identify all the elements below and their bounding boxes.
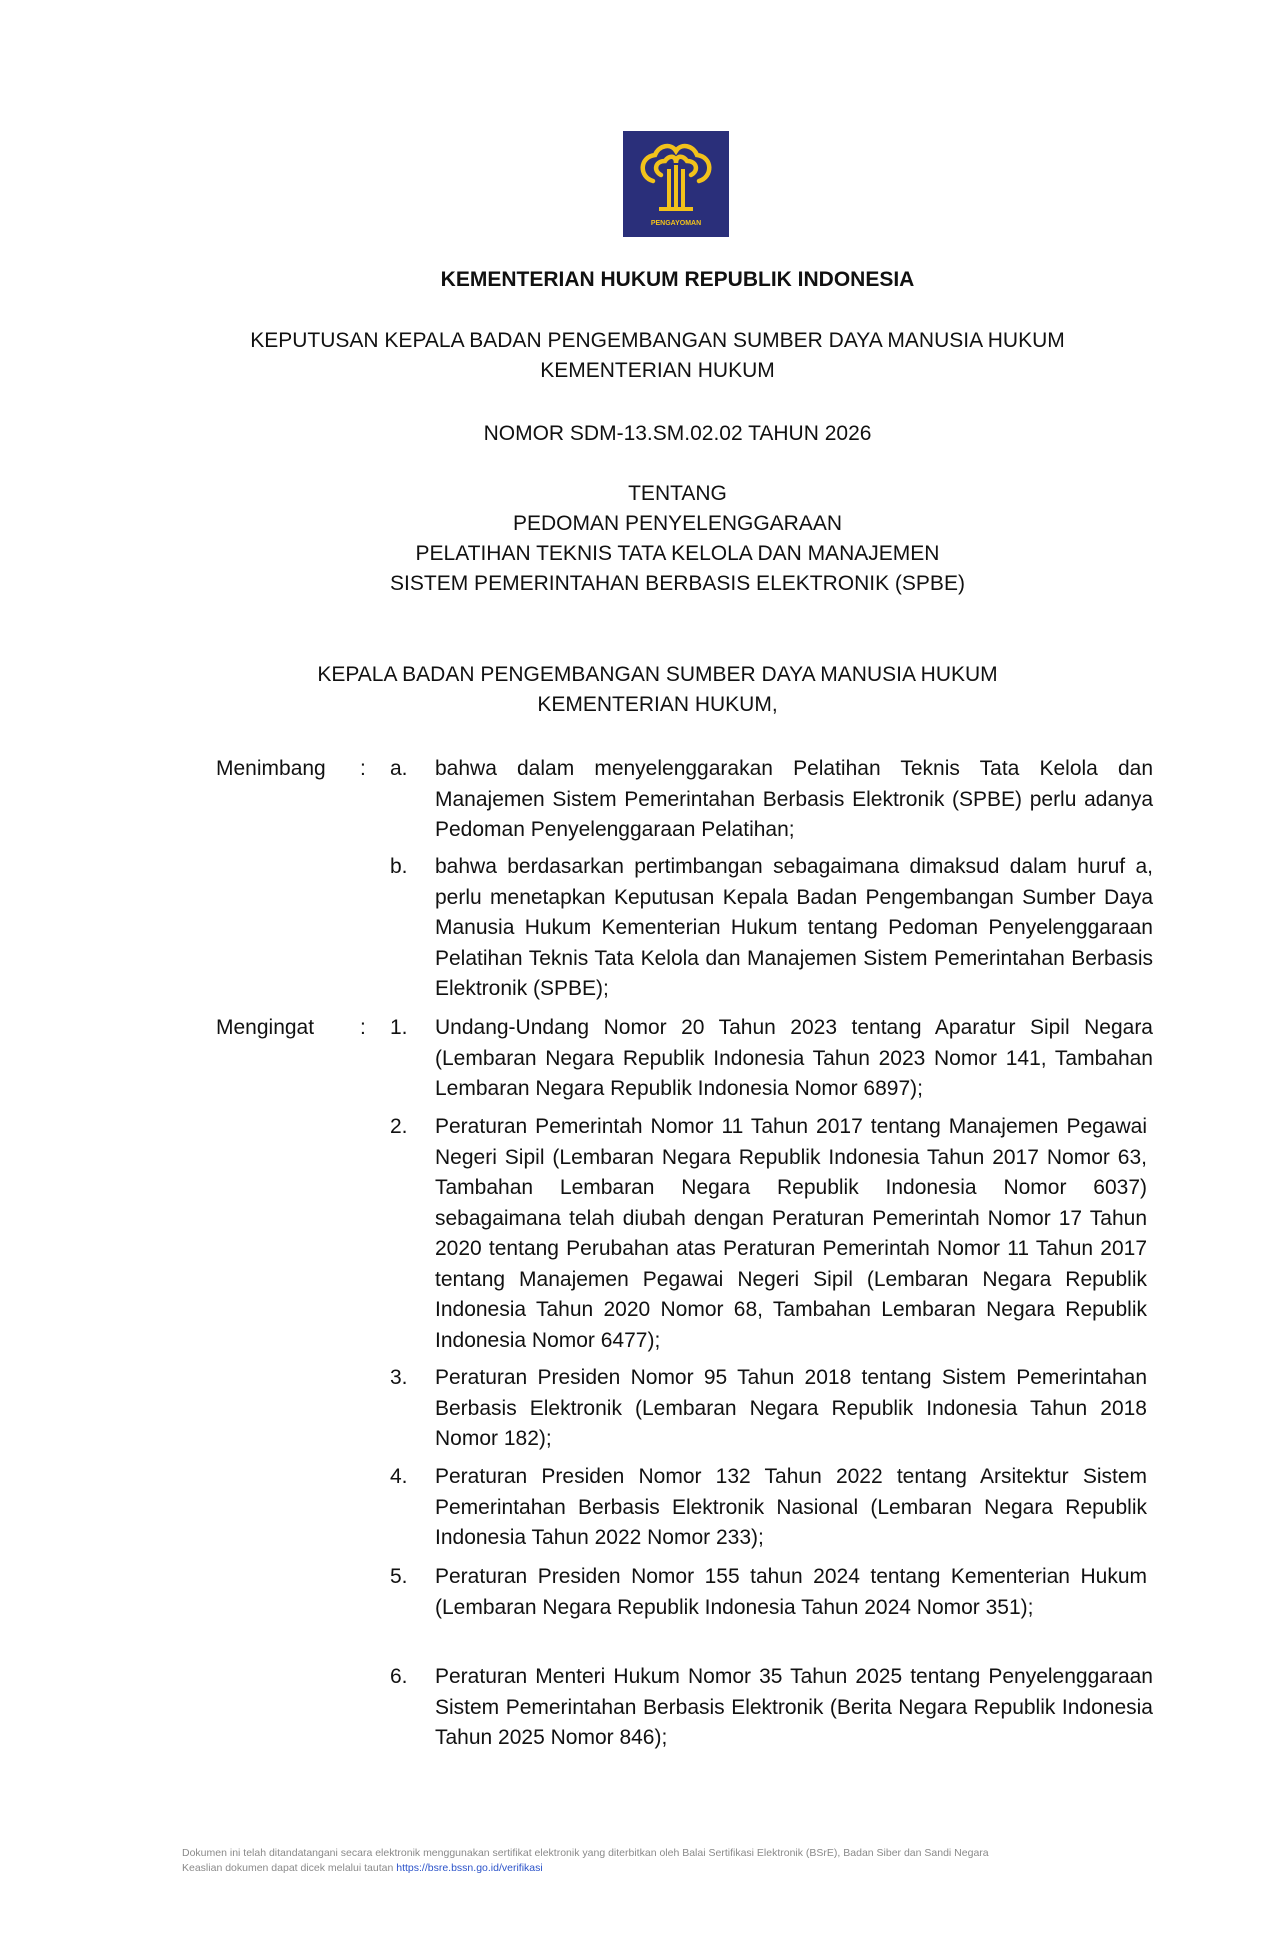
recalling-item-1: Undang-Undang Nomor 20 Tahun 2023 tentang Aparatur Sipil Negara (Lembaran Negara Republik Indonesia Tahun 2023 Nomor 141, Tambahan Lembaran Negara Republik Indonesia Nomor 6897); (435, 1016, 1153, 1100)
considering-mark-b: b. (390, 855, 408, 878)
footer-line-1: Dokumen ini telah ditandatangani secara elektronik menggunakan sertifikat elektronik yang diterbitkan oleh Balai Sertifikasi Elektronik (BSrE), Badan Siber dan Sandi Negara (182, 1847, 989, 1859)
considering-colon: : (360, 757, 366, 780)
issuing-official-line-1: KEPALA BADAN PENGEMBANGAN SUMBER DAYA MANUSIA HUKUM (317, 663, 998, 686)
decision-title (20, 326, 1275, 386)
issuing-official (20, 660, 1275, 720)
footer-line-2 (182, 1861, 1182, 1876)
footer-line-2-text: Keaslian dokumen dapat dicek melalui tautan (182, 1862, 397, 1874)
recalling-item-2: Peraturan Pemerintah Nomor 11 Tahun 2017 tentang Manajemen Pegawai Negeri Sipil (Lembaran Negara Republik Indonesia Tahun 2017 Nomor 63, Tambahan Lembaran Negara Republik Indonesia Nomor 6037) sebagaimana telah diubah dengan Peraturan Pemerintah Nomor 17 Tahun 2020 tentang Perubahan atas Peraturan Pemerintah Nomor 11 Tahun 2017 tentang Manajemen Pegawai Negeri Sipil (Lembaran Negara Republik Indonesia Tahun 2020 Nomor 68, Tambahan Lembaran Negara Republik Indonesia Nomor 6477); (435, 1115, 1147, 1352)
pengayoman-emblem-icon (623, 131, 729, 237)
recalling-mark-3: 3. (390, 1366, 408, 1389)
recalling-mark-2: 2. (390, 1115, 408, 1138)
e-signature-footer (182, 1846, 1182, 1876)
verification-link[interactable]: https://bsre.bssn.go.id/verifikasi (396, 1862, 543, 1874)
recalling-mark-5: 5. (390, 1565, 408, 1588)
decision-title-line-2: KEMENTERIAN HUKUM (540, 359, 775, 382)
subject-line-3: PELATIHAN TEKNIS TATA KELOLA DAN MANAJEMEN (415, 542, 940, 565)
recalling-item-6: Peraturan Menteri Hukum Nomor 35 Tahun 2025 tentang Penyelenggaraan Sistem Pemerintahan Berbasis Elektronik (Berita Negara Republik Indonesia Tahun 2025 Nomor 846); (435, 1665, 1153, 1749)
decision-title-line-1: KEPUTUSAN KEPALA BADAN PENGEMBANGAN SUMBER DAYA MANUSIA HUKUM (250, 329, 1065, 352)
recalling-mark-4: 4. (390, 1465, 408, 1488)
recalling-item-3: Peraturan Presiden Nomor 95 Tahun 2018 tentang Sistem Pemerintahan Berbasis Elektronik (Lembaran Negara Republik Indonesia Tahun 2018 Nomor 182); (435, 1366, 1147, 1450)
decision-number: NOMOR SDM-13.SM.02.02 TAHUN 2026 (483, 422, 872, 445)
logo-text: PENGAYOMAN (650, 220, 702, 227)
recalling-mark-1: 1. (390, 1016, 408, 1039)
ministry-title: KEMENTERIAN HUKUM REPUBLIK INDONESIA (440, 268, 915, 291)
subject-line-2: PEDOMAN PENYELENGGARAAN (512, 512, 843, 535)
recalling-item-4: Peraturan Presiden Nomor 132 Tahun 2022 tentang Arsitektur Sistem Pemerintahan Berbasis Elektronik Nasional (Lembaran Negara Republik Indonesia Tahun 2022 Nomor 233); (435, 1465, 1147, 1549)
considering-item-a: bahwa dalam menyelenggarakan Pelatihan Teknis Tata Kelola dan Manajemen Sistem Pemerintahan Berbasis Elektronik (SPBE) perlu adanya Pedoman Penyelenggaraan Pelatihan; (435, 757, 1153, 841)
decision-subject (40, 479, 1275, 599)
recalling-colon: : (360, 1016, 366, 1039)
considering-item-b: bahwa berdasarkan pertimbangan sebagaimana dimaksud dalam huruf a, perlu menetapkan Keputusan Kepala Badan Pengembangan Sumber Daya Manusia Hukum Kementerian Hukum tentang Pedoman Penyelenggaraan Pelatihan Teknis Tata Kelola dan Manajemen Sistem Pemerintahan Berbasis Elektronik (SPBE); (435, 855, 1153, 1000)
recalling-label: Mengingat (216, 1016, 315, 1039)
subject-line-4: SISTEM PEMERINTAHAN BERBASIS ELEKTRONIK (SPBE) (390, 572, 965, 595)
issuing-official-line-2: KEMENTERIAN HUKUM, (537, 693, 778, 716)
recalling-item-5: Peraturan Presiden Nomor 155 tahun 2024 tentang Kementerian Hukum (Lembaran Negara Republik Indonesia Tahun 2024 Nomor 351); (435, 1565, 1147, 1619)
considering-label: Menimbang (216, 757, 326, 780)
recalling-mark-6: 6. (390, 1665, 408, 1688)
considering-mark-a: a. (390, 757, 408, 780)
subject-line-1: TENTANG (628, 482, 727, 505)
pengayoman-logo (623, 131, 729, 237)
